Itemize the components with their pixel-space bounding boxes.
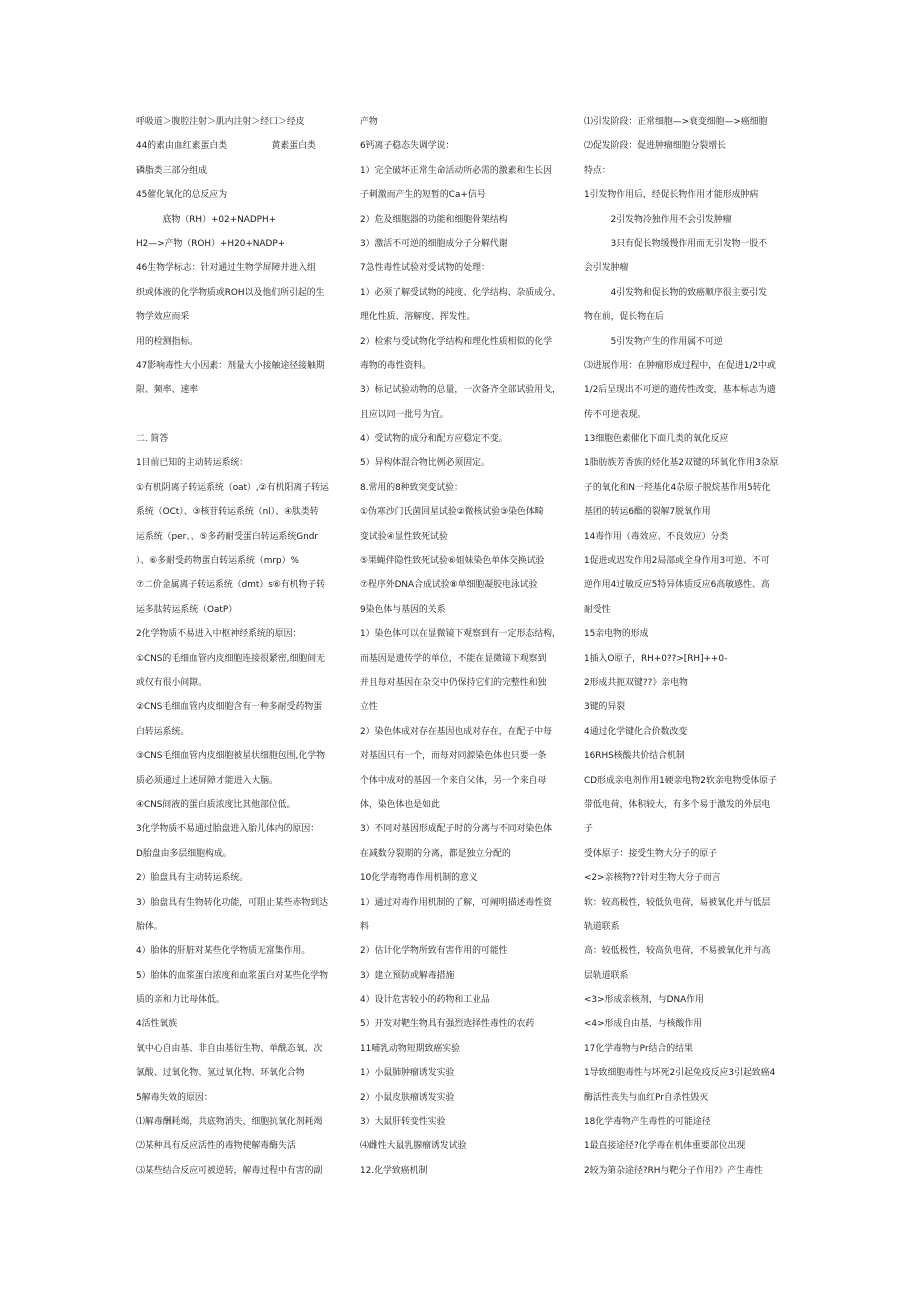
text-line: 2较为第杂途径?RH与靶分子作用?》产生毒性 [584, 1165, 763, 1176]
text-line: 1）染色体可以在显微镜下观察到有一定形态结构， [360, 629, 561, 640]
text-line: 11哺乳动物短期致癌实验 [360, 1043, 461, 1054]
text-line: 2）估计化学物所致有害作用的可能性 [360, 946, 508, 957]
text-line: 3）大鼠肝转变性实验 [360, 1117, 446, 1128]
text-line: 酶活性丧失与血红Pr自杀性毁灭 [584, 1092, 709, 1103]
text-line: 9染色体与基因的关系 [360, 604, 446, 615]
text-line: 2）检索与受试物化学结构和理化性质相似的化学 [360, 336, 553, 347]
text-line: 16RHS核酸共价结合机制 [584, 751, 685, 762]
text-line: 氯酸、过氧化物、氢过氧化物、环氧化合物 [136, 1068, 305, 1079]
text-line: 47影响毒性大小因素：剂量大小接触途径接触期 [136, 360, 325, 371]
text-line: 磷脂类三部分组成 [136, 165, 207, 176]
text-line: 2）胎盘具有主动转运系统。 [136, 873, 249, 884]
text-line: 白转运系统。 [136, 726, 190, 737]
text-line: 传不可逆表现。 [584, 409, 647, 420]
text-line: ）、⑥多耐受药物蛋白转运系统（mrp）% [136, 556, 299, 567]
text-line: CD形成亲电剂作用1硬亲电物2软亲电物受体原子 [584, 775, 777, 786]
text-line: 5解毒失效的原因： [136, 1092, 213, 1103]
text-line: 料 [360, 921, 369, 932]
text-line: 个体中成对的基因一个来自父体，另一个来自母 [360, 775, 547, 786]
text-line: ⑦二价金属离子转运系统（dmt）s⑥有机物子转 [136, 580, 326, 591]
text-line: 会引发肿瘤 [584, 263, 629, 274]
text-line: 基团的转运6酯的裂解7脱氧作用 [584, 507, 711, 518]
text-line: 底物（RH）+02+NADPH+ [136, 214, 277, 225]
text-line: <3>形成亲核剂，与DNA作用 [584, 995, 704, 1006]
text-line: 2）染色体成对存在基因也成对存在，在配子中每 [360, 726, 553, 737]
text-line: 1插入O原子，RH+0??>[RH]++0- [584, 653, 728, 664]
text-line: ⑴引发阶段：正常细胞—>衰变细胞—>癌细胞 [584, 117, 768, 127]
text-line: 1）小鼠肺肿瘤诱发实验 [360, 1068, 455, 1079]
text-column-middle [360, 110, 570, 1183]
text-line: 2）小鼠皮肤瘤诱发实验 [360, 1092, 455, 1103]
paragraph-gap [136, 403, 346, 427]
text-line: 轨道联系 [584, 921, 620, 932]
text-line: 45催化氧化的总反应为 [136, 190, 228, 201]
text-line: 1目前已知的主动转运系统： [136, 458, 249, 469]
text-line: 12.化学致癌机制 [360, 1165, 428, 1176]
text-line: 立性 [360, 702, 378, 713]
text-line: 3键的异裂 [584, 702, 626, 713]
text-line: 理化性质、溶解度、挥发性。 [360, 312, 476, 323]
text-line: 2形成共扼双键??》亲电物 [584, 677, 688, 688]
text-line: 并且每对基因在杂交中仍保持它们的完整性和独 [360, 677, 547, 688]
text-line: 3化学物质不易通过胎盘进入胎儿体内的原因： [136, 824, 320, 835]
text-line: 44的素由血红素蛋白类 黄素蛋白类 [136, 141, 316, 152]
text-line: 1/2后呈现出不可逆的遗传性改变，基本标志为遗 [584, 385, 776, 396]
text-line: 特点： [584, 165, 611, 176]
text-line: 13细胞色素催化下面几类的氧化反应 [584, 434, 729, 445]
text-line: 呼吸道＞腹腔注射＞肌内注射＞经口＞经皮 [136, 117, 305, 127]
text-line: 8.常用的8种致突变试验： [360, 482, 463, 493]
text-line: 系统（OCt）、③核苷转运系统（nl）、④肽类转 [136, 507, 319, 518]
text-line: 4引发物和促长物的致癌顺序很主要引发 [584, 287, 768, 298]
text-line: ⑵某种具有反应活性的毒物使解毒酶失活 [136, 1141, 296, 1152]
text-line: 变试验④显性致死试验 [360, 531, 448, 542]
text-line: <4>形成自由基，与核酸作用 [584, 1019, 703, 1030]
text-line: 4活性氧族 [136, 1019, 178, 1030]
text-line: <2>亲核物??针对生物大分子而言 [584, 873, 721, 884]
text-line: ⑴解毒酬耗竭，共底物消失，细胞抗氧化剂耗竭 [136, 1117, 323, 1128]
text-line: 18化学毒物产生毒性的可能途径 [584, 1117, 711, 1128]
text-line: 1）完全破坏正常生命活动所必需的激素和生长因 [360, 165, 553, 176]
text-line: 物学效应而采 [136, 312, 190, 323]
text-line: 3）标记试验动物的总量，一次备齐全部试验用戈， [360, 385, 561, 396]
text-line: 7急性毒性试验对受试物的处理： [360, 263, 490, 274]
text-line: 1引发物作用后，经促长物作用才能形成肿病 [584, 190, 759, 201]
text-line: 质必须通过上述屏障才能进入大脑。 [136, 775, 278, 786]
text-line: 3）不同对基因形成配子时的分离与不同对染色体 [360, 824, 553, 835]
text-line: 3只有促长物缓慢作用而无引发物一股不 [584, 238, 768, 249]
text-line: 子刺激而产生的短暂的Ca+信号 [360, 190, 486, 201]
text-line: 质的亲和力比母体低。 [136, 995, 225, 1006]
text-line: 对基因只有一个，而每对同源染色体也只要一条 [360, 751, 547, 762]
text-line: ①CNS的毛细血管内皮细胞连接很紧密,细胞间无 [136, 653, 325, 664]
text-line: 逆作用4过敏反应5特异体质反应6高敏感性、高 [584, 580, 770, 591]
text-line: 胎体。 [136, 921, 163, 932]
text-line: 14毒作用（毒效应、不良效应）分类 [584, 531, 729, 542]
text-line: 或仅有很小间隙。 [136, 677, 207, 688]
text-line: 软：较高极性，较低负电荷，易被氧化并与低层 [584, 897, 771, 908]
text-line: 1促进或迟发作用2局部或全身作用3可逆、不可 [584, 556, 770, 567]
text-line: ③CNS毛细血管内皮细胞被星状细胞包围,化学物 [136, 751, 325, 762]
text-line: 5）开发对靶生物具有强烈选择性毒性的农药 [360, 1019, 535, 1030]
text-line: 高：较低极性，较高负电荷，不易被氧化并与高 [584, 946, 771, 957]
text-line: 耐受性 [584, 604, 611, 615]
text-line: 3）胎盘具有生物转化功能，可阻止某些赤物到达 [136, 897, 329, 908]
text-line: 2）危及细胞器的功能和细胞骨架结构 [360, 214, 508, 225]
text-line: 4）受试物的成分和配方应稳定不变。 [360, 434, 508, 445]
text-line: 15亲电物的形成 [584, 629, 649, 640]
text-line: 10化学毒物毒作用机制的意义 [360, 873, 478, 884]
text-line: 5）胎体的血浆蛋白浓度和血浆蛋白对某些化学物 [136, 970, 329, 981]
text-line: 子 [584, 824, 593, 835]
text-line: ④CNS间液的蛋白质浓度比其他部位低。 [136, 799, 296, 810]
text-line: 氧中心自由基、非自由基衍生物、单酰态氧、次 [136, 1043, 323, 1054]
text-line: 且应以同一批号为宜。 [360, 409, 449, 420]
text-line: 用的检测指标。 [136, 336, 199, 347]
text-line: 3）建立预防或解毒措施 [360, 970, 455, 981]
text-line: 产物 [360, 117, 378, 127]
text-line: 运系统（per、、⑤多药耐受蛋白转运系统Gndr [136, 531, 319, 542]
text-line: 1最直接途径?化学毒在机体重要部位出现 [584, 1141, 746, 1152]
text-line: 5）异构体混合物比例必须固定。 [360, 458, 490, 469]
text-line: 子的氧化和N一羟基化4杂原子脱烷基作用5转化 [584, 482, 771, 493]
text-line: 3）激活不可逆的细胞成分子分解代谢 [360, 238, 508, 249]
text-line: 2化学物质不易进入中枢神经系统的原因： [136, 629, 302, 640]
text-line: ⑶某些结合反应可被逆转，解毒过程中有害的副 [136, 1165, 323, 1176]
text-line: 层轨道联系 [584, 970, 629, 981]
text-line: 6钙离子稳态失调学说： [360, 141, 455, 152]
text-line: 1）通过对毒作用机制的了解，可阐明描述毒性资 [360, 897, 553, 908]
text-line: 而基因是遗传学的单位，不能在显微镜下观察到 [360, 653, 547, 664]
text-line: ⑷雌性大鼠乳腺瘤诱发试验 [360, 1141, 467, 1152]
text-line: 毒物的毒性资料。 [360, 360, 431, 371]
text-line: 带低电荷，体积较大，有多个易于激发的外层电 [584, 799, 771, 810]
text-line: 物在前，促长物在后 [584, 312, 664, 323]
text-line: 4通过化学键化合价数改变 [584, 726, 688, 737]
text-line: 体，染色体也是如此 [360, 799, 440, 810]
text-column-left [136, 110, 346, 1183]
text-line: 1脂肪族芳香族的烃化基2双键的环氧化作用3杂原 [584, 458, 779, 469]
text-line: 二. 简答 [136, 434, 169, 445]
text-line: ⑶进展作用：在肿瘤形成过程中，在促进1/2中或 [584, 360, 776, 371]
text-line: 在减数分裂期的分离，都是独立分配的 [360, 848, 511, 859]
text-line: 4）设计危害较小的药物和工业品 [360, 995, 490, 1006]
text-line: D胎盘由多层细胞构成。 [136, 848, 232, 859]
text-line: 1导致细胞毒性与坏死2引起免疫反应3引起致癌4 [584, 1068, 776, 1079]
text-line: 受体原子：接受生物大分子的原子 [584, 848, 718, 859]
text-line: ⑤果蝇伴隐性致死试验⑥姐妹染色单体交换试验 [360, 556, 545, 567]
text-line: H2—>产物（ROH）+H20+NADP+ [136, 238, 286, 249]
text-line: ⑵促发阶段：促进肿瘤细胞分裂增长 [584, 141, 726, 152]
text-column-right [584, 110, 786, 1183]
text-line: 2引发物冷独作用不会引发肿瘤 [584, 214, 732, 225]
text-line: 46生物学标志：针对通过生物学屏障并进入组 [136, 263, 316, 274]
text-line: 1）必须了解受试物的纯度、化学结构、杂质成分、 [360, 287, 561, 298]
text-line: 17化学毒物与Pr结合的结果 [584, 1043, 693, 1054]
text-line: 4）胎体的肝脏对某些化学物质无富集作用。 [136, 946, 311, 957]
text-line: ①伪寒沙门氏菌回星试验②微核试验③染色体畸 [360, 507, 544, 518]
text-line: ②CNS毛细血管内皮细胞含有一种多耐受药物蛋 [136, 702, 323, 713]
text-line: ⑦程序外DNA合成试验⑧单细胞凝胶电泳试验 [360, 580, 538, 591]
text-line: 5引发物产生的作用属不可逆 [584, 336, 723, 347]
text-line: 织或体液的化学物质或ROH以及他们所引起的生 [136, 287, 325, 298]
text-line: 限、频率、速率 [136, 385, 199, 396]
text-line: 运多肽转运系统（OatP） [136, 604, 238, 615]
text-line: ①有机阴离子转运系统（oat）,②有机阳离子转运 [136, 482, 329, 493]
